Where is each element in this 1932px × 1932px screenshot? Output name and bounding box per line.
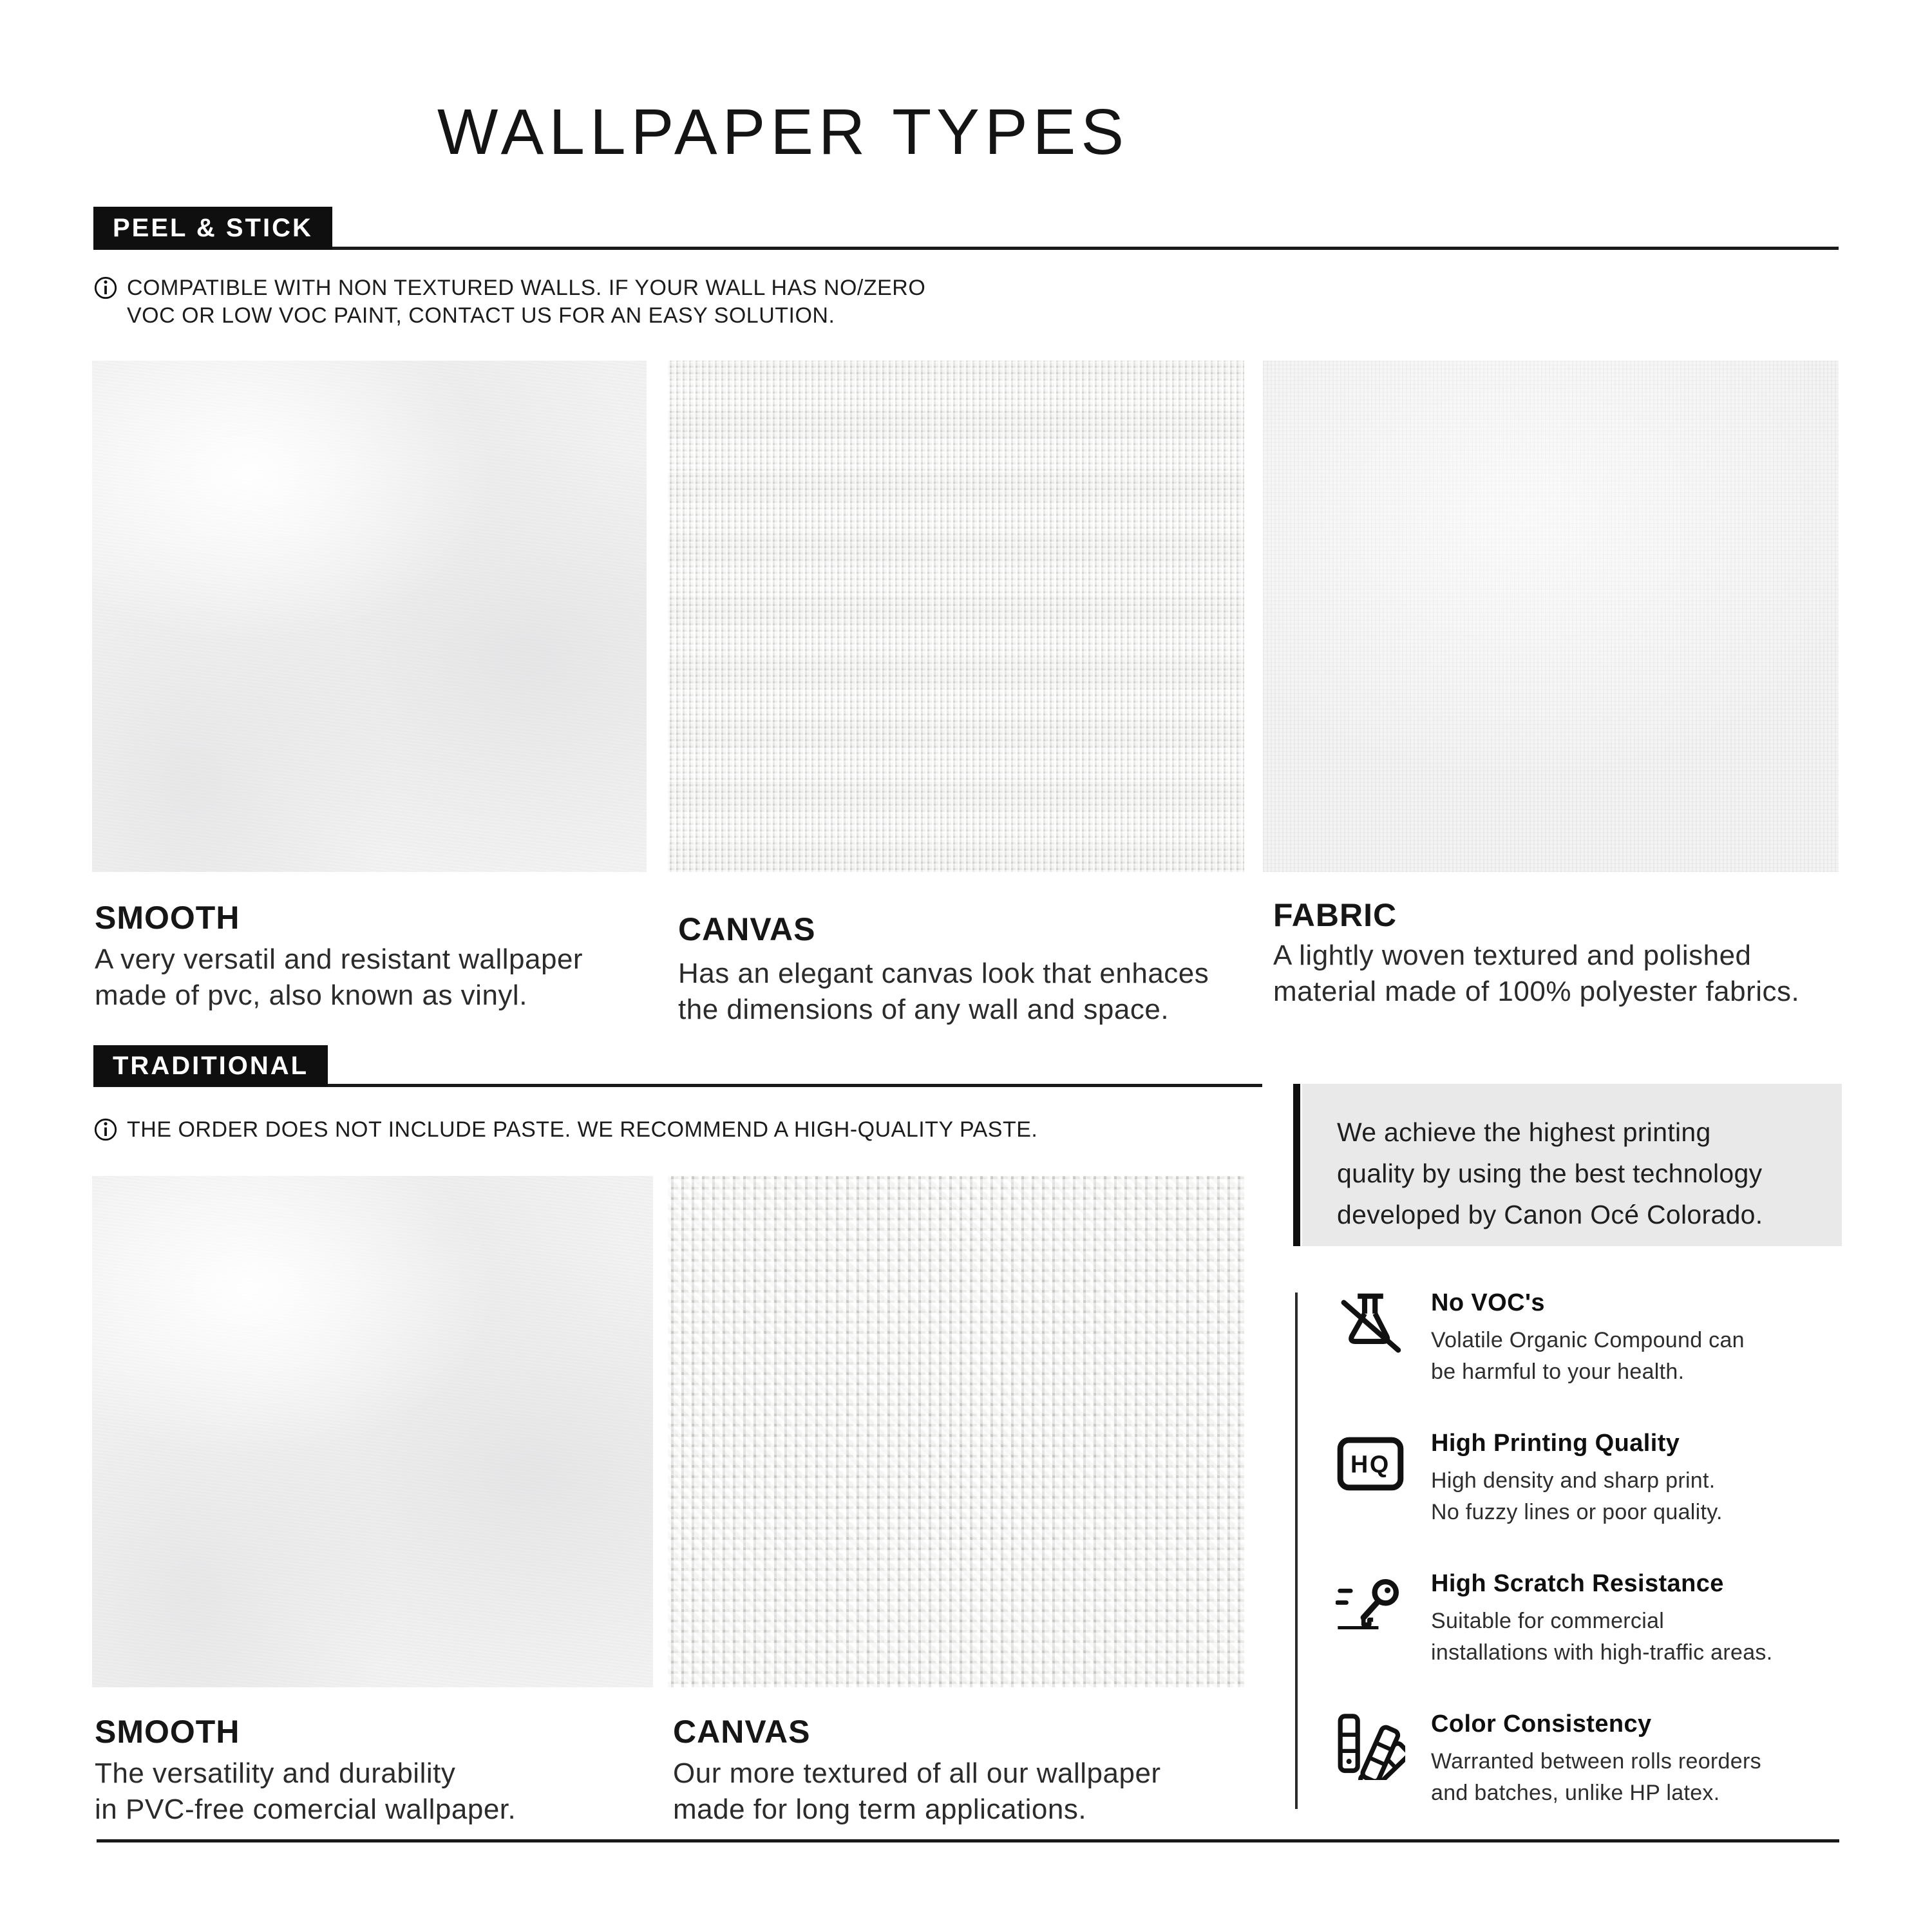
peel-stick-note — [93, 274, 925, 330]
quality-note-line: developed by Canon Océ Colorado. — [1337, 1199, 1763, 1229]
color-consistency-swatchbook-icon — [1336, 1709, 1405, 1780]
peel-stick-divider-line — [93, 247, 1839, 250]
desc-line: Our more textured of all our wallpaper — [673, 1757, 1161, 1789]
desc-line: A very versatil and resistant wallpaper — [95, 943, 583, 975]
feature-description — [1431, 1746, 1761, 1810]
info-icon — [93, 1117, 118, 1142]
hq-badge-icon — [1336, 1428, 1405, 1499]
feature-title: No VOC's — [1431, 1289, 1545, 1316]
quality-note-line: quality by using the best technology — [1337, 1158, 1763, 1188]
desc-line: made of pvc, also known as vinyl. — [95, 979, 527, 1011]
note-line-1: THE ORDER DOES NOT INCLUDE PASTE. WE RECOMMEND A HIGH-QUALITY PASTE. — [127, 1117, 1038, 1142]
swatch-traditional-smooth — [92, 1176, 653, 1687]
swatch-desc-fabric — [1273, 938, 1799, 1010]
swatch-desc-smooth — [95, 942, 583, 1014]
traditional-note — [93, 1116, 1037, 1144]
swatch-traditional-canvas — [668, 1176, 1244, 1687]
printing-quality-note — [1302, 1084, 1842, 1246]
feature-desc-line: Suitable for commercial — [1431, 1609, 1665, 1633]
feature-desc-line: Warranted between rolls reorders — [1431, 1749, 1761, 1774]
feature-desc-line: Volatile Organic Compound can — [1431, 1328, 1745, 1352]
feature-desc-line: and batches, unlike HP latex. — [1431, 1781, 1720, 1806]
swatch-name-canvas-traditional: CANVAS — [673, 1714, 811, 1750]
swatch-name-smooth-traditional: SMOOTH — [95, 1714, 240, 1750]
note-line-2: VOC OR LOW VOC PAINT, CONTACT US FOR AN EASY SOLUTION. — [127, 303, 835, 328]
desc-line: Has an elegant canvas look that enhaces — [678, 958, 1209, 989]
swatch-desc-smooth-traditional — [95, 1756, 516, 1828]
feature-text — [1431, 1288, 1745, 1388]
peel-stick-note-text — [127, 274, 925, 330]
page-title: WALLPAPER TYPES — [437, 96, 1130, 168]
swatch-peel-stick-fabric — [1263, 361, 1839, 872]
feature-desc-line: be harmful to your health. — [1431, 1359, 1685, 1385]
feature-high-printing-quality — [1336, 1428, 1851, 1569]
feature-desc-line: No fuzzy lines or poor quality. — [1431, 1500, 1723, 1525]
feature-description — [1431, 1605, 1772, 1669]
info-icon — [93, 276, 118, 300]
quality-note-line: We achieve the highest printing — [1337, 1117, 1711, 1147]
feature-title: High Printing Quality — [1431, 1430, 1680, 1457]
feature-no-voc — [1336, 1288, 1851, 1428]
desc-line: in PVC-free comercial wallpaper. — [95, 1793, 516, 1825]
feature-scratch-resistance — [1336, 1569, 1851, 1709]
swatch-name-canvas: CANVAS — [678, 911, 816, 947]
section-label-peel-stick: PEEL & STICK — [93, 207, 332, 249]
traditional-note-text — [127, 1116, 1037, 1144]
desc-line: the dimensions of any wall and space. — [678, 993, 1170, 1025]
quality-panel-accent-bar — [1293, 1084, 1300, 1246]
desc-line: material made of 100% polyester fabrics. — [1273, 975, 1800, 1007]
hq-badge-text: HQ — [1350, 1451, 1391, 1479]
feature-text — [1431, 1569, 1772, 1669]
section-label-traditional: TRADITIONAL — [93, 1045, 328, 1086]
swatch-name-fabric: FABRIC — [1273, 897, 1397, 933]
swatch-desc-canvas — [678, 956, 1209, 1028]
swatch-name-smooth: SMOOTH — [95, 900, 240, 936]
feature-color-consistency — [1336, 1709, 1851, 1850]
feature-text — [1431, 1428, 1723, 1529]
feature-desc-line: installations with high-traffic areas. — [1431, 1640, 1773, 1665]
feature-text — [1431, 1709, 1761, 1810]
footer-divider-line — [97, 1839, 1839, 1842]
feature-desc-line: High density and sharp print. — [1431, 1468, 1716, 1493]
note-line-1: COMPATIBLE WITH NON TEXTURED WALLS. IF YOUR WALL HAS NO/ZERO — [127, 276, 926, 300]
desc-line: made for long term applications. — [673, 1793, 1087, 1825]
desc-line: The versatility and durability — [95, 1757, 456, 1789]
swatch-desc-canvas-traditional — [673, 1756, 1161, 1828]
no-voc-flask-icon — [1336, 1288, 1405, 1359]
feature-title: High Scratch Resistance — [1431, 1570, 1724, 1597]
swatch-peel-stick-canvas — [668, 361, 1244, 872]
feature-description — [1431, 1325, 1745, 1388]
swatch-peel-stick-smooth — [92, 361, 647, 872]
scratch-resistance-key-icon — [1336, 1569, 1405, 1640]
feature-description — [1431, 1465, 1723, 1529]
feature-list — [1336, 1288, 1851, 1850]
desc-line: A lightly woven textured and polished — [1273, 940, 1752, 971]
sidebar-divider-line — [1295, 1293, 1298, 1809]
feature-title: Color Consistency — [1431, 1710, 1652, 1738]
